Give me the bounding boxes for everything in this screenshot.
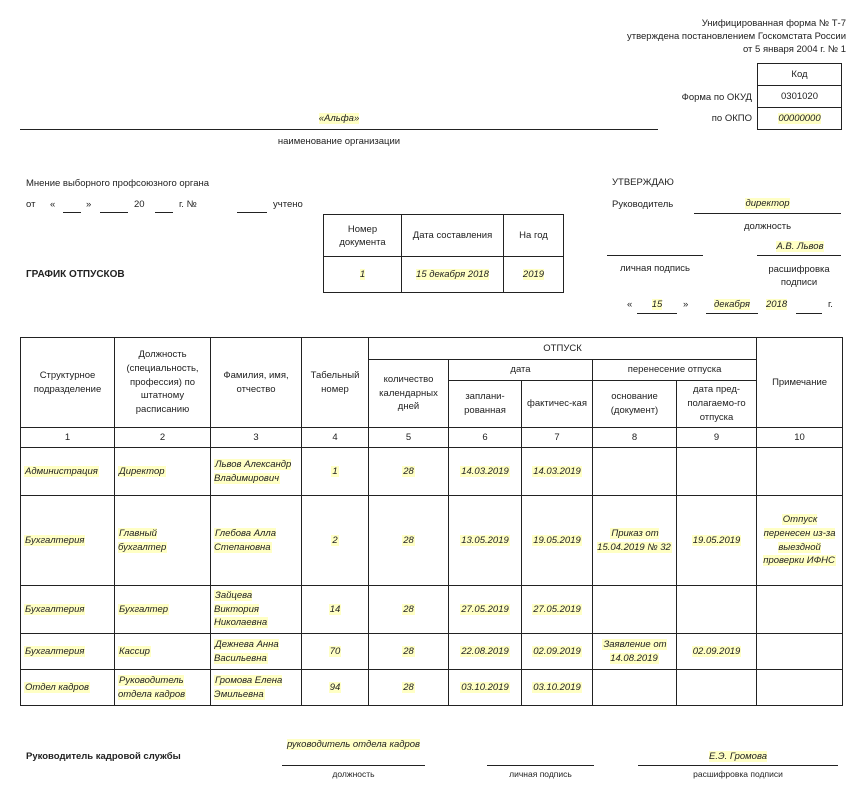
okud-label: Форма по ОКУД xyxy=(681,92,752,103)
approve-year-suffix: г. xyxy=(828,299,833,310)
cell-position: Бухгалтер xyxy=(119,603,169,615)
column-numbers-row xyxy=(21,428,843,448)
code-header: Код xyxy=(758,64,842,86)
col-planned-header: заплани-рованная xyxy=(449,381,522,428)
doc-number-header: Номер документа xyxy=(324,215,402,257)
date-header: дата xyxy=(449,360,593,381)
cell-dept: Администрация xyxy=(25,465,98,477)
form-line-3: от 5 января 2004 г. № 1 xyxy=(742,44,846,55)
cell-note xyxy=(799,604,801,615)
page-title: ГРАФИК ОТПУСКОВ xyxy=(26,269,125,280)
approve-title: УТВЕРЖДАЮ xyxy=(612,177,674,188)
approve-day-line xyxy=(637,313,677,314)
cell-actual: 19.05.2019 xyxy=(533,534,581,546)
cell-planned: 14.03.2019 xyxy=(461,465,509,477)
vacation-header: ОТПУСК xyxy=(369,338,757,360)
union-number-line xyxy=(237,212,267,213)
approve-position: директор xyxy=(745,198,790,209)
footer-position-caption: должность xyxy=(332,769,375,779)
cell-days: 28 xyxy=(403,681,414,693)
col-name-header: Фамилия, имя, отчество xyxy=(211,338,302,428)
cell-expected: 02.09.2019 xyxy=(692,645,741,657)
footer-signature-caption: личная подпись xyxy=(509,769,572,779)
col-number: 4 xyxy=(302,428,369,448)
cell-name: Глебова Алла Степановна xyxy=(214,527,277,553)
form-line-2: утверждена постановлением Госкомстата России xyxy=(626,31,846,42)
cell-actual: 02.09.2019 xyxy=(533,645,581,657)
union-day-line xyxy=(63,212,81,213)
footer-decode-caption: расшифровка подписи xyxy=(693,769,783,779)
cell-planned: 22.08.2019 xyxy=(461,645,509,657)
cell-planned: 03.10.2019 xyxy=(461,681,509,693)
approve-month: декабря xyxy=(714,299,750,310)
cell-actual: 03.10.2019 xyxy=(533,681,581,693)
cell-basis xyxy=(634,682,636,693)
footer-signature-line xyxy=(487,765,594,766)
cell-expected xyxy=(716,466,718,477)
cell-tab: 2 xyxy=(332,534,338,546)
doc-number-value: 1 xyxy=(359,269,366,280)
cell-name: Львов Александр Владимирович xyxy=(214,458,292,484)
table-row xyxy=(21,634,843,670)
approve-position-caption: должность xyxy=(743,221,792,232)
footer-position-line xyxy=(282,765,425,766)
col-number: 6 xyxy=(449,428,522,448)
cell-tab: 70 xyxy=(329,645,341,657)
okpo-label: по ОКПО xyxy=(711,113,752,124)
approve-day: 15 xyxy=(651,299,663,310)
union-year-line xyxy=(155,212,173,213)
approve-name-line xyxy=(757,255,841,256)
col-number: 3 xyxy=(211,428,302,448)
cell-note xyxy=(799,646,801,657)
cell-position: Директор xyxy=(119,465,165,477)
footer-name: Е.Э. Громова xyxy=(709,751,767,762)
cell-planned: 13.05.2019 xyxy=(461,534,509,546)
approve-year-line xyxy=(796,313,822,314)
org-line xyxy=(20,129,658,130)
cell-tab: 94 xyxy=(329,681,341,693)
approve-signature-caption: личная подпись xyxy=(619,263,691,274)
cell-dept: Бухгалтерия xyxy=(25,645,85,657)
form-reference xyxy=(627,17,846,56)
cell-days: 28 xyxy=(403,603,414,615)
cell-days: 28 xyxy=(403,645,414,657)
footer-label: Руководитель кадровой службы xyxy=(26,751,181,762)
footer-name-line xyxy=(638,765,838,766)
cell-basis xyxy=(634,466,636,477)
cell-days: 28 xyxy=(403,534,414,546)
approve-quote-close: » xyxy=(683,299,689,310)
document-info-box xyxy=(323,214,564,293)
cell-note xyxy=(799,466,801,477)
cell-basis: Приказ от 15.04.2019 № 32 xyxy=(597,527,671,553)
cell-position: Кассир xyxy=(119,645,150,657)
approve-head-label: Руководитель xyxy=(612,199,674,210)
doc-date-header: Дата составления xyxy=(402,215,504,257)
org-name: «Альфа» xyxy=(318,113,360,124)
approve-decode-caption: расшифровка подписи xyxy=(768,264,830,288)
cell-dept: Бухгалтерия xyxy=(25,603,85,615)
col-number: 8 xyxy=(593,428,677,448)
union-year-prefix: 20 xyxy=(134,199,145,210)
cell-expected xyxy=(716,604,718,615)
approve-position-line xyxy=(694,213,841,214)
approve-quote-open: « xyxy=(627,299,633,310)
col-position-header: Должность (специальность, профессия) по штатному расписанию xyxy=(115,338,211,428)
cell-actual: 27.05.2019 xyxy=(533,603,581,615)
col-tab-header: Табельный номер xyxy=(302,338,369,428)
okud-code: 0301020 xyxy=(758,86,842,108)
union-considered: учтено xyxy=(273,199,303,210)
col-number: 7 xyxy=(522,428,593,448)
col-expected-header: дата пред-полагаемо-го отпуска xyxy=(677,381,757,428)
table-row xyxy=(21,496,843,586)
union-title: Мнение выборного профсоюзного органа xyxy=(26,178,210,189)
col-number: 1 xyxy=(21,428,115,448)
cell-name: Дежнева Анна Васильевна xyxy=(214,638,279,664)
cell-name: Зайцева Виктория Николаевна xyxy=(214,589,268,629)
table-row xyxy=(21,448,843,496)
approve-signature-line xyxy=(607,255,703,256)
approve-month-line xyxy=(706,313,758,314)
okpo-code: 00000000 xyxy=(778,113,821,124)
cell-actual: 14.03.2019 xyxy=(533,465,581,477)
cell-expected xyxy=(716,682,718,693)
cell-days: 28 xyxy=(403,465,414,477)
cell-note: Отпуск перенесен из-за выездной проверки ИФНС xyxy=(763,513,836,567)
union-month-line xyxy=(100,212,128,213)
union-year-suffix: г. № xyxy=(179,199,197,210)
cell-note xyxy=(799,682,801,693)
approve-name: А.В. Львов xyxy=(776,241,824,252)
cell-dept: Отдел кадров xyxy=(25,681,89,693)
cell-dept: Бухгалтерия xyxy=(25,534,85,546)
footer-position: руководитель отдела кадров xyxy=(286,739,421,750)
cell-tab: 14 xyxy=(329,603,341,615)
col-note-header: Примечание xyxy=(757,338,843,428)
col-number: 5 xyxy=(369,428,449,448)
form-line-1: Унифицированная форма № Т-7 xyxy=(701,18,846,29)
table-row xyxy=(21,670,843,706)
union-from: от xyxy=(26,199,36,210)
doc-date-value: 15 декабря 2018 xyxy=(416,269,489,280)
doc-year-header: На год xyxy=(504,215,564,257)
union-quote-open: « xyxy=(50,199,56,210)
table-row xyxy=(21,586,843,634)
col-dept-header: Структурное подразделение xyxy=(21,338,115,428)
cell-basis: Заявление от 14.08.2019 xyxy=(603,638,667,664)
col-days-header: количество календарных дней xyxy=(369,360,449,428)
cell-position: Руководитель отдела кадров xyxy=(118,674,186,700)
col-number: 10 xyxy=(757,428,843,448)
codes-box xyxy=(757,63,842,130)
doc-year-value: 2019 xyxy=(522,269,545,280)
transfer-header: перенесение отпуска xyxy=(593,360,757,381)
union-quote-close: » xyxy=(86,199,92,210)
col-basis-header: основание (документ) xyxy=(593,381,677,428)
org-caption: наименование организации xyxy=(277,136,401,147)
vacation-schedule-table xyxy=(20,337,843,706)
cell-expected: 19.05.2019 xyxy=(692,534,741,546)
col-number: 2 xyxy=(115,428,211,448)
col-number: 9 xyxy=(677,428,757,448)
cell-name: Громова Елена Эмильевна xyxy=(214,674,283,700)
cell-position: Главный бухгалтер xyxy=(118,527,167,553)
cell-basis xyxy=(634,604,636,615)
cell-tab: 1 xyxy=(332,465,338,477)
cell-planned: 27.05.2019 xyxy=(461,603,509,615)
approve-year: 2018 xyxy=(766,299,788,310)
col-actual-header: фактичес-кая xyxy=(522,381,593,428)
